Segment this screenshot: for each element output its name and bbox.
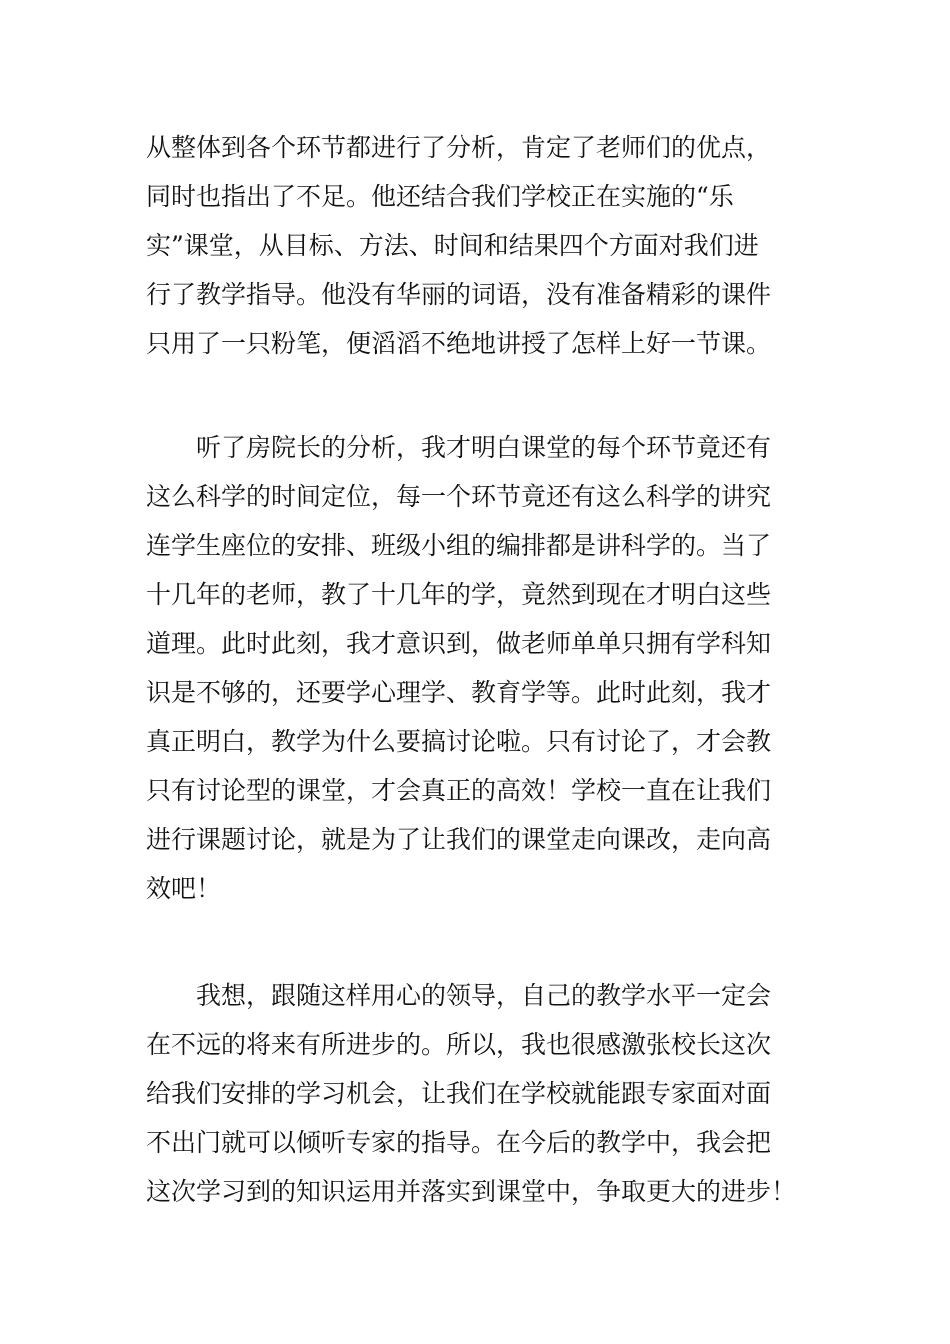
text-line: 进行课题讨论，就是为了让我们的课堂走向课改，走向高 (146, 825, 772, 854)
text-line: 给我们安排的学习机会，让我们在学校就能跟专家面对面 (146, 1079, 772, 1108)
text-line: 这次学习到的知识运用并落实到课堂中，争取更大的进步！ (146, 1177, 797, 1206)
text-line: 道理。此时此刻，我才意识到，做老师单单只拥有学科知 (146, 629, 772, 658)
text-line: 连学生座位的安排、班级小组的编排都是讲科学的。当了 (146, 531, 772, 560)
text-line: 效吧！ (146, 874, 222, 903)
paragraph-1 (146, 123, 816, 368)
paragraph-2 (146, 423, 816, 913)
text-line: 实”课堂，从目标、方法、时间和结果四个方面对我们进 (146, 231, 759, 260)
text-line: 只有讨论型的课堂，才会真正的高效！学校一直在让我们 (146, 776, 772, 805)
text-line: 这么科学的时间定位，每一个环节竟还有这么科学的讲究 (146, 482, 772, 511)
text-line: 行了教学指导。他没有华丽的词语，没有准备精彩的课件 (146, 280, 772, 309)
text-line: 只用了一只粉笔，便滔滔不绝地讲授了怎样上好一节课。 (146, 329, 772, 358)
text-line: 十几年的老师，教了十几年的学，竟然到现在才明白这些 (146, 580, 772, 609)
text-line: 同时也指出了不足。他还结合我们学校正在实施的“乐 (146, 182, 734, 211)
paragraph-3 (146, 971, 816, 1216)
text-line: 在不远的将来有所进步的。所以，我也很感激张校长这次 (146, 1030, 772, 1059)
text-line: 识是不够的，还要学心理学、教育学等。此时此刻，我才 (146, 678, 772, 707)
text-line: 不出门就可以倾听专家的指导。在今后的教学中，我会把 (146, 1128, 772, 1157)
text-line: 从整体到各个环节都进行了分析，肯定了老师们的优点， (146, 133, 772, 162)
text-line: 我想，跟随这样用心的领导，自己的教学水平一定会 (146, 981, 772, 1010)
text-line: 听了房院长的分析，我才明白课堂的每个环节竟还有 (146, 433, 772, 462)
text-line: 真正明白，教学为什么要搞讨论啦。只有讨论了，才会教 (146, 727, 772, 756)
